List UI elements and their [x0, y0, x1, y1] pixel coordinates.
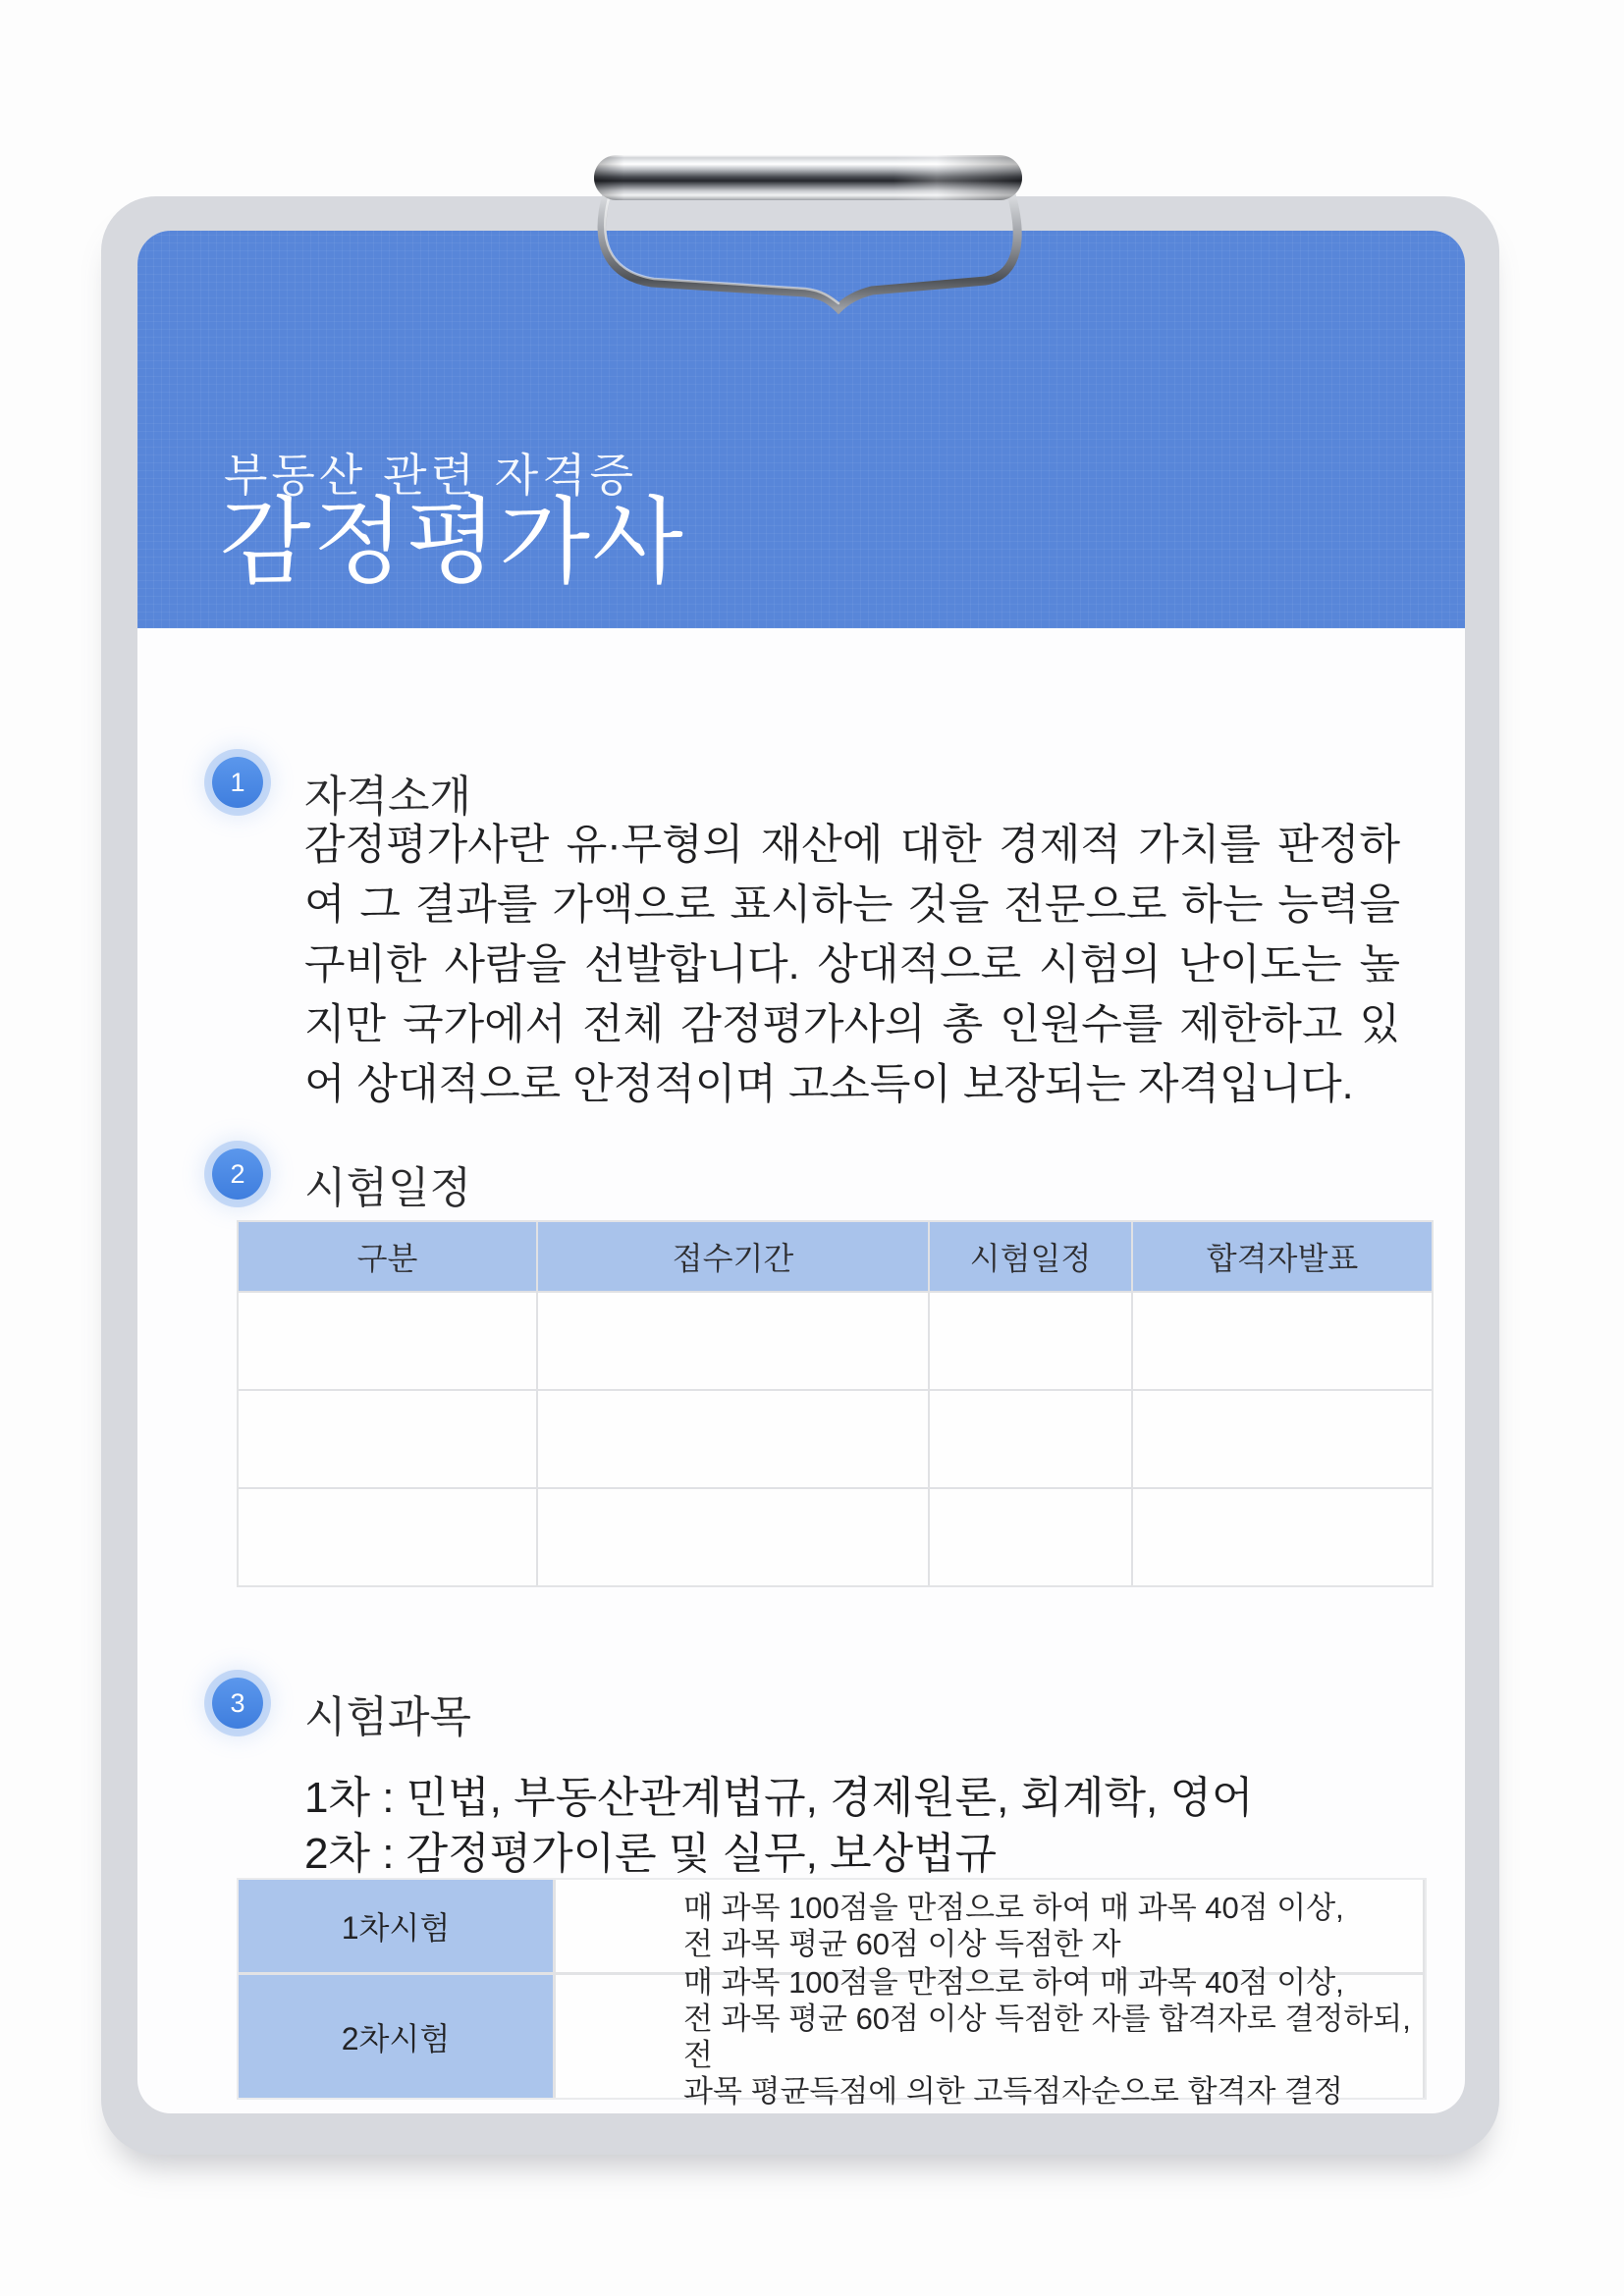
table-cell [1133, 1293, 1432, 1389]
table-cell [239, 1489, 536, 1585]
table-cell [538, 1489, 928, 1585]
section-number: 2 [230, 1158, 245, 1189]
criteria-row-label: 1차시험 [239, 1880, 553, 1972]
section-number-badge [212, 1148, 263, 1200]
criteria-line: 전 과목 평균 60점 이상 득점한 자를 합격자로 결정하되, 전 [683, 2001, 1411, 2072]
subjects-line-1: 1차 : 민법, 부동산관계법규, 경제원론, 회계학, 영어 [304, 1774, 1254, 1822]
section-number: 1 [230, 767, 245, 797]
criteria-line: 전 과목 평균 60점 이상 득점한 자 [683, 1927, 1121, 1961]
subjects-line-2: 2차 : 감정평가이론 및 실무, 보상법규 [304, 1830, 998, 1878]
table-cell [538, 1391, 928, 1487]
intro-paragraph: 감정평가사란 유·무형의 재산에 대한 경제적 가치를 판정하여 그 결과를 가액으로 표시하는 것을 전문으로 하는 능력을 구비한 사람을 선발합니다. 상대적으로 시험의 난이도는 높지만 국가에서 전체 감정평가사의 총 인원수를 제한하고 있어 상대적으로 안정적이며 고소득이 보장되는 자격입니다. [304, 822, 1400, 1108]
section-number-badge [212, 757, 263, 808]
table-cell [930, 1489, 1131, 1585]
header-cell: 합격자발표 [1133, 1222, 1432, 1291]
section-title-schedule: 시험일정 [304, 1164, 472, 1212]
clipboard-page [137, 231, 1465, 2113]
criteria-line: 과목 평균득점에 의한 고득점자순으로 합격자 결정 [683, 2073, 1343, 2109]
table-cell [538, 1293, 928, 1389]
header-cell: 접수기간 [538, 1222, 928, 1291]
clip-bar-icon [594, 155, 1022, 200]
header-cell: 시험일정 [930, 1222, 1131, 1291]
schedule-table [237, 1220, 1434, 1587]
category-label: 부동산 관련 자격증 [224, 450, 638, 501]
table-cell [1133, 1489, 1432, 1585]
criteria-table [237, 1878, 1427, 2109]
section-number-badge [212, 1678, 263, 1729]
clip-wire-icon [569, 181, 1041, 328]
table-cell [930, 1391, 1131, 1487]
header-cell: 구분 [239, 1222, 536, 1291]
table-cell [1133, 1391, 1432, 1487]
criteria-line: 매 과목 100점을 만점으로 하여 매 과목 40점 이상, [683, 1964, 1344, 2000]
criteria-line: 매 과목 100점을 만점으로 하여 매 과목 40점 이상, [683, 1891, 1344, 1925]
criteria-row-label: 2차시험 [239, 1975, 553, 2098]
section-title-subjects: 시험과목 [304, 1693, 472, 1741]
table-cell [239, 1391, 536, 1487]
table-cell [930, 1293, 1131, 1389]
section-title-intro: 자격소개 [304, 773, 472, 821]
criteria-row-description [556, 1964, 1423, 2109]
section-number: 3 [230, 1687, 245, 1718]
page-title: 감정평가사 [220, 490, 685, 595]
table-cell [239, 1293, 536, 1389]
criteria-row-description [556, 1880, 1423, 1972]
